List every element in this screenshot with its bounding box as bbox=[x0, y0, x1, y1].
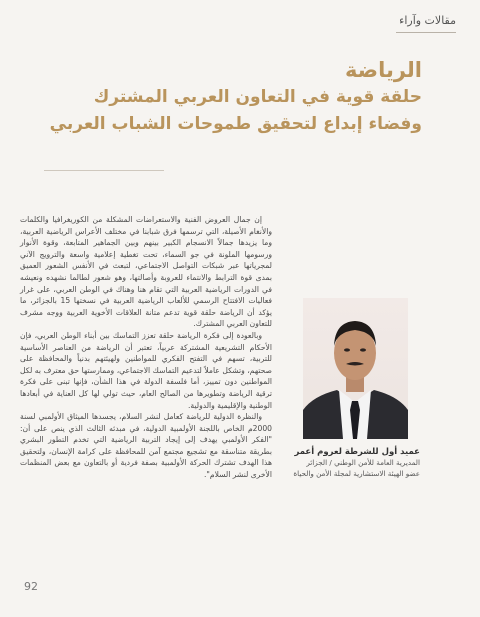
article-paragraph-2: وبالعودة إلى فكرة الرياضة حلقة تعزز التماسك بين أبناء الوطن العربي، فإن الأحكام التشريعية المشتركة عربياً، تعتبر أن الرياضة من العناصر الأساسية للتربية، تسهم في التفتح الفكري للمواطنين ولهيئتهم بدنياً والمحافظة على صحتهم، وتشكل عاملاً لتدعيم التماسك الاجتماعي، وممارستها حق معترف به لكل المواطنين دون تمييز، أما فلسفة الدولة في هذا الشأن، فإنها تبنى على فكرة ترقية الرياضة وتطويرها من الصالح العام، حيث تولي لها كل العناية في أبعادها الوطنية والإقليمية والدولية. bbox=[20, 330, 272, 410]
author-name: عميد أول للشرطة لعروم أعمر bbox=[294, 447, 420, 457]
article-subtitle-line-1: حلقة قوية في التعاون العربي المشترك bbox=[93, 87, 422, 107]
author-role-2: عضو الهيئة الاستشارية لمجلة الأمن والحياة bbox=[293, 468, 420, 478]
author-photo bbox=[303, 298, 408, 439]
article-paragraph-3: والنظرة الدولية للرياضة كعامل لنشر السلام، يجسدها الميثاق الأولمبي لسنة 2000م الخاص باللجنة الأولمبية الدولية، في مبدئه الثالث الذي ينص على أن: "الفكر الأولمبي يهدف إلى إيجاد التربية الرياضية التي تخدم التطور البشري بطريقة متناسقة مع تشجيع مجتمع آمن للمحافظة على كرامة الإنسان، ولتحقيق هذا الهدف تشترك الحركة الأولمبية بصفة فردية أو بالتعاون مع بعض المنظمات الأخرى لنشر السلام". bbox=[20, 412, 272, 480]
section-label: مقالات وآراء bbox=[399, 14, 456, 27]
article-body bbox=[20, 214, 272, 481]
title-divider bbox=[44, 170, 164, 171]
article-paragraph-1: إن جمال العروض الفنية والاستعراضات المشكلة من الكوريغرافيا والكلمات والأنغام الأصيلة، التي ترسمها فرق شبابنا في مختلف الأعراس الرياضية العربية، وما يزيدها جمالاً الانسجام الكبير بينهم وبين الجماهير المتابعة، وقوة الأنوار ورسومها الملونة في جو السماء، تحت تغطية إعلامية واسعة والترويج الآني لمجرياتها عبر شبكات التواصل الاجتماعي، لتبعث في الأنفس الشعور العميق بمدى قوة الترابط والانتماء للعروبة وأصالتها، وهو شعور لطالما نشهده ونعيشه في الدورات الرياضية العربية التي تقام هنا وهناك في الوطن العربي، على غرار فعاليات الافتتاح الرسمي للألعاب الرياضية العربية في نسختها 15 بالجزائر، ما يؤكد أن الرياضة حلقة قوية تدعم متانة العلاقات الأخوية العربية ووجه مشرف للتعاون العربي المشترك. bbox=[20, 215, 272, 329]
author-caption bbox=[292, 446, 420, 479]
article-title-block bbox=[20, 56, 422, 138]
page-number: 92 bbox=[24, 580, 38, 593]
article-subtitle-line-2: وفضاء إبداع لتحقيق طموحات الشباب العربي bbox=[49, 114, 422, 134]
author-role-1: المديرية العامة للأمن الوطني / الجزائر bbox=[306, 458, 420, 467]
section-divider bbox=[396, 32, 456, 33]
article-title: الرياضة bbox=[345, 58, 422, 82]
